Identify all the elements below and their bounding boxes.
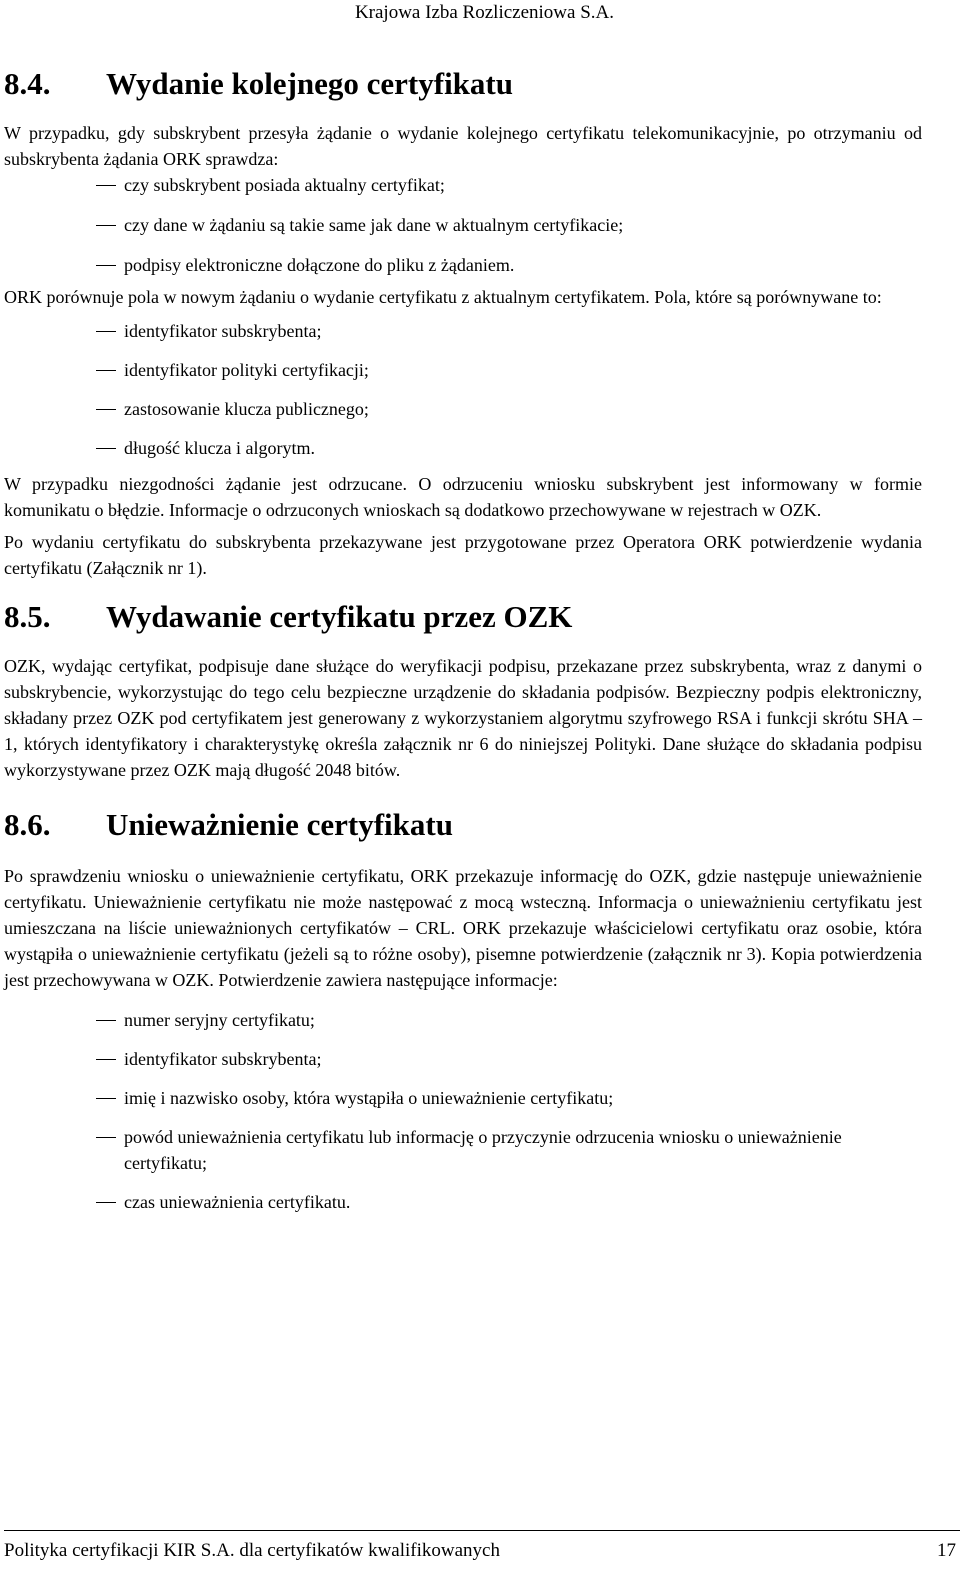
list-item: imię i nazwisko osoby, która wystąpiła o unieważnienie certyfikatu;: [4, 1085, 922, 1111]
list-item: czas unieważnienia certyfikatu.: [4, 1189, 922, 1215]
list-item: zastosowanie klucza publicznego;: [4, 396, 922, 422]
list-item: czy dane w żądaniu są takie same jak dane w aktualnym certyfikacie;: [4, 212, 922, 238]
section-8-4: [4, 64, 922, 581]
list-item: podpisy elektroniczne dołączone do pliku z żądaniem.: [4, 252, 922, 278]
section-heading: [4, 64, 922, 104]
section-number: 8.5.: [4, 599, 51, 634]
paragraph: ORK porównuje pola w nowym żądaniu o wydanie certyfikatu z aktualnym certyfikatem. Pola, które są porównywane to:: [4, 287, 882, 307]
section-heading: [4, 597, 922, 637]
paragraph: Po sprawdzeniu wniosku o unieważnienie certyfikatu, ORK przekazuje informację do OZK, gdzie następuje unieważnienie certyfikatu. Unieważnienie certyfikatu nie może następować z mocą wsteczną. Informacja o unieważnieniu certyfikatu jest umieszczana na liście unieważnionych certyfikatów – CRL. ORK przekazuje właścicielowi certyfikatu oraz osobie, która wystąpiła o unieważnienie certyfikatu (jeżeli są to różne osoby), pisemne potwierdzenie (załącznik nr 3). Kopia potwierdzenia jest przechowywana w OZK. Potwierdzenie zawiera następujące informacje:: [4, 866, 922, 990]
list-item: czy subskrybent posiada aktualny certyfikat;: [4, 172, 922, 198]
section-8-6: [4, 805, 922, 1215]
footer-divider: [4, 1530, 960, 1531]
list-item: numer seryjny certyfikatu;: [4, 1007, 922, 1033]
paragraph: Po wydaniu certyfikatu do subskrybenta przekazywane jest przygotowane przez Operatora ORK potwierdzenie wydania certyfikatu (Załącznik nr 1).: [4, 532, 922, 578]
footer-title: Polityka certyfikacji KIR S.A. dla certyfikatów kwalifikowanych: [4, 1540, 500, 1561]
paragraph: OZK, wydając certyfikat, podpisuje dane służące do weryfikacji podpisu, przekazane przez subskrybenta, wraz z danymi o subskrybencie, wykorzystując do tego celu bezpieczne urządzenie do składania podpisów. Bezpieczny podpis elektroniczny, składany przez OZK pod certyfikatem jest generowany z wykorzystaniem algorytmu szyfrowego RSA i funkcji skrótu SHA – 1, których identyfikatory i charakterystykę określa załącznik nr 6 do niniejszej Polityki. Dane służące do składania podpisu wykorzystywane przez OZK mają długość 2048 bitów.: [4, 656, 922, 780]
list-item: długość klucza i algorytm.: [4, 435, 922, 461]
list-item: identyfikator subskrybenta;: [4, 1046, 922, 1072]
confirmation-info-list: [4, 1007, 922, 1215]
page-header: Krajowa Izba Rozliczeniowa S.A.: [354, 2, 614, 23]
page-number: 17: [937, 1540, 956, 1561]
paragraph: W przypadku niezgodności żądanie jest odrzucane. O odrzuceniu wniosku subskrybent jest informowany w formie komunikatu o błędzie. Informacje o odrzuconych wnioskach są dodatkowo przechowywane w rejestrach w OZK.: [4, 474, 922, 520]
section-heading: [4, 805, 922, 845]
section-8-5: [4, 597, 922, 783]
list-item: identyfikator polityki certyfikacji;: [4, 357, 922, 383]
checks-list: [4, 172, 922, 278]
section-number: 8.4.: [4, 66, 51, 101]
document-body: [4, 64, 922, 1215]
paragraph: W przypadku, gdy subskrybent przesyła żądanie o wydanie kolejnego certyfikatu telekomunikacyjnie, po otrzymaniu od subskrybenta żądania ORK sprawdza:: [4, 123, 922, 169]
section-title: Unieważnienie certyfikatu: [106, 807, 453, 842]
list-item: powód unieważnienia certyfikatu lub informację o przyczynie odrzucenia wniosku o unieważnienie certyfikatu;: [4, 1124, 922, 1176]
fields-list: [4, 318, 922, 461]
section-title: Wydawanie certyfikatu przez OZK: [106, 599, 573, 634]
section-number: 8.6.: [4, 807, 51, 842]
section-title: Wydanie kolejnego certyfikatu: [106, 66, 513, 101]
list-item: identyfikator subskrybenta;: [4, 318, 922, 344]
